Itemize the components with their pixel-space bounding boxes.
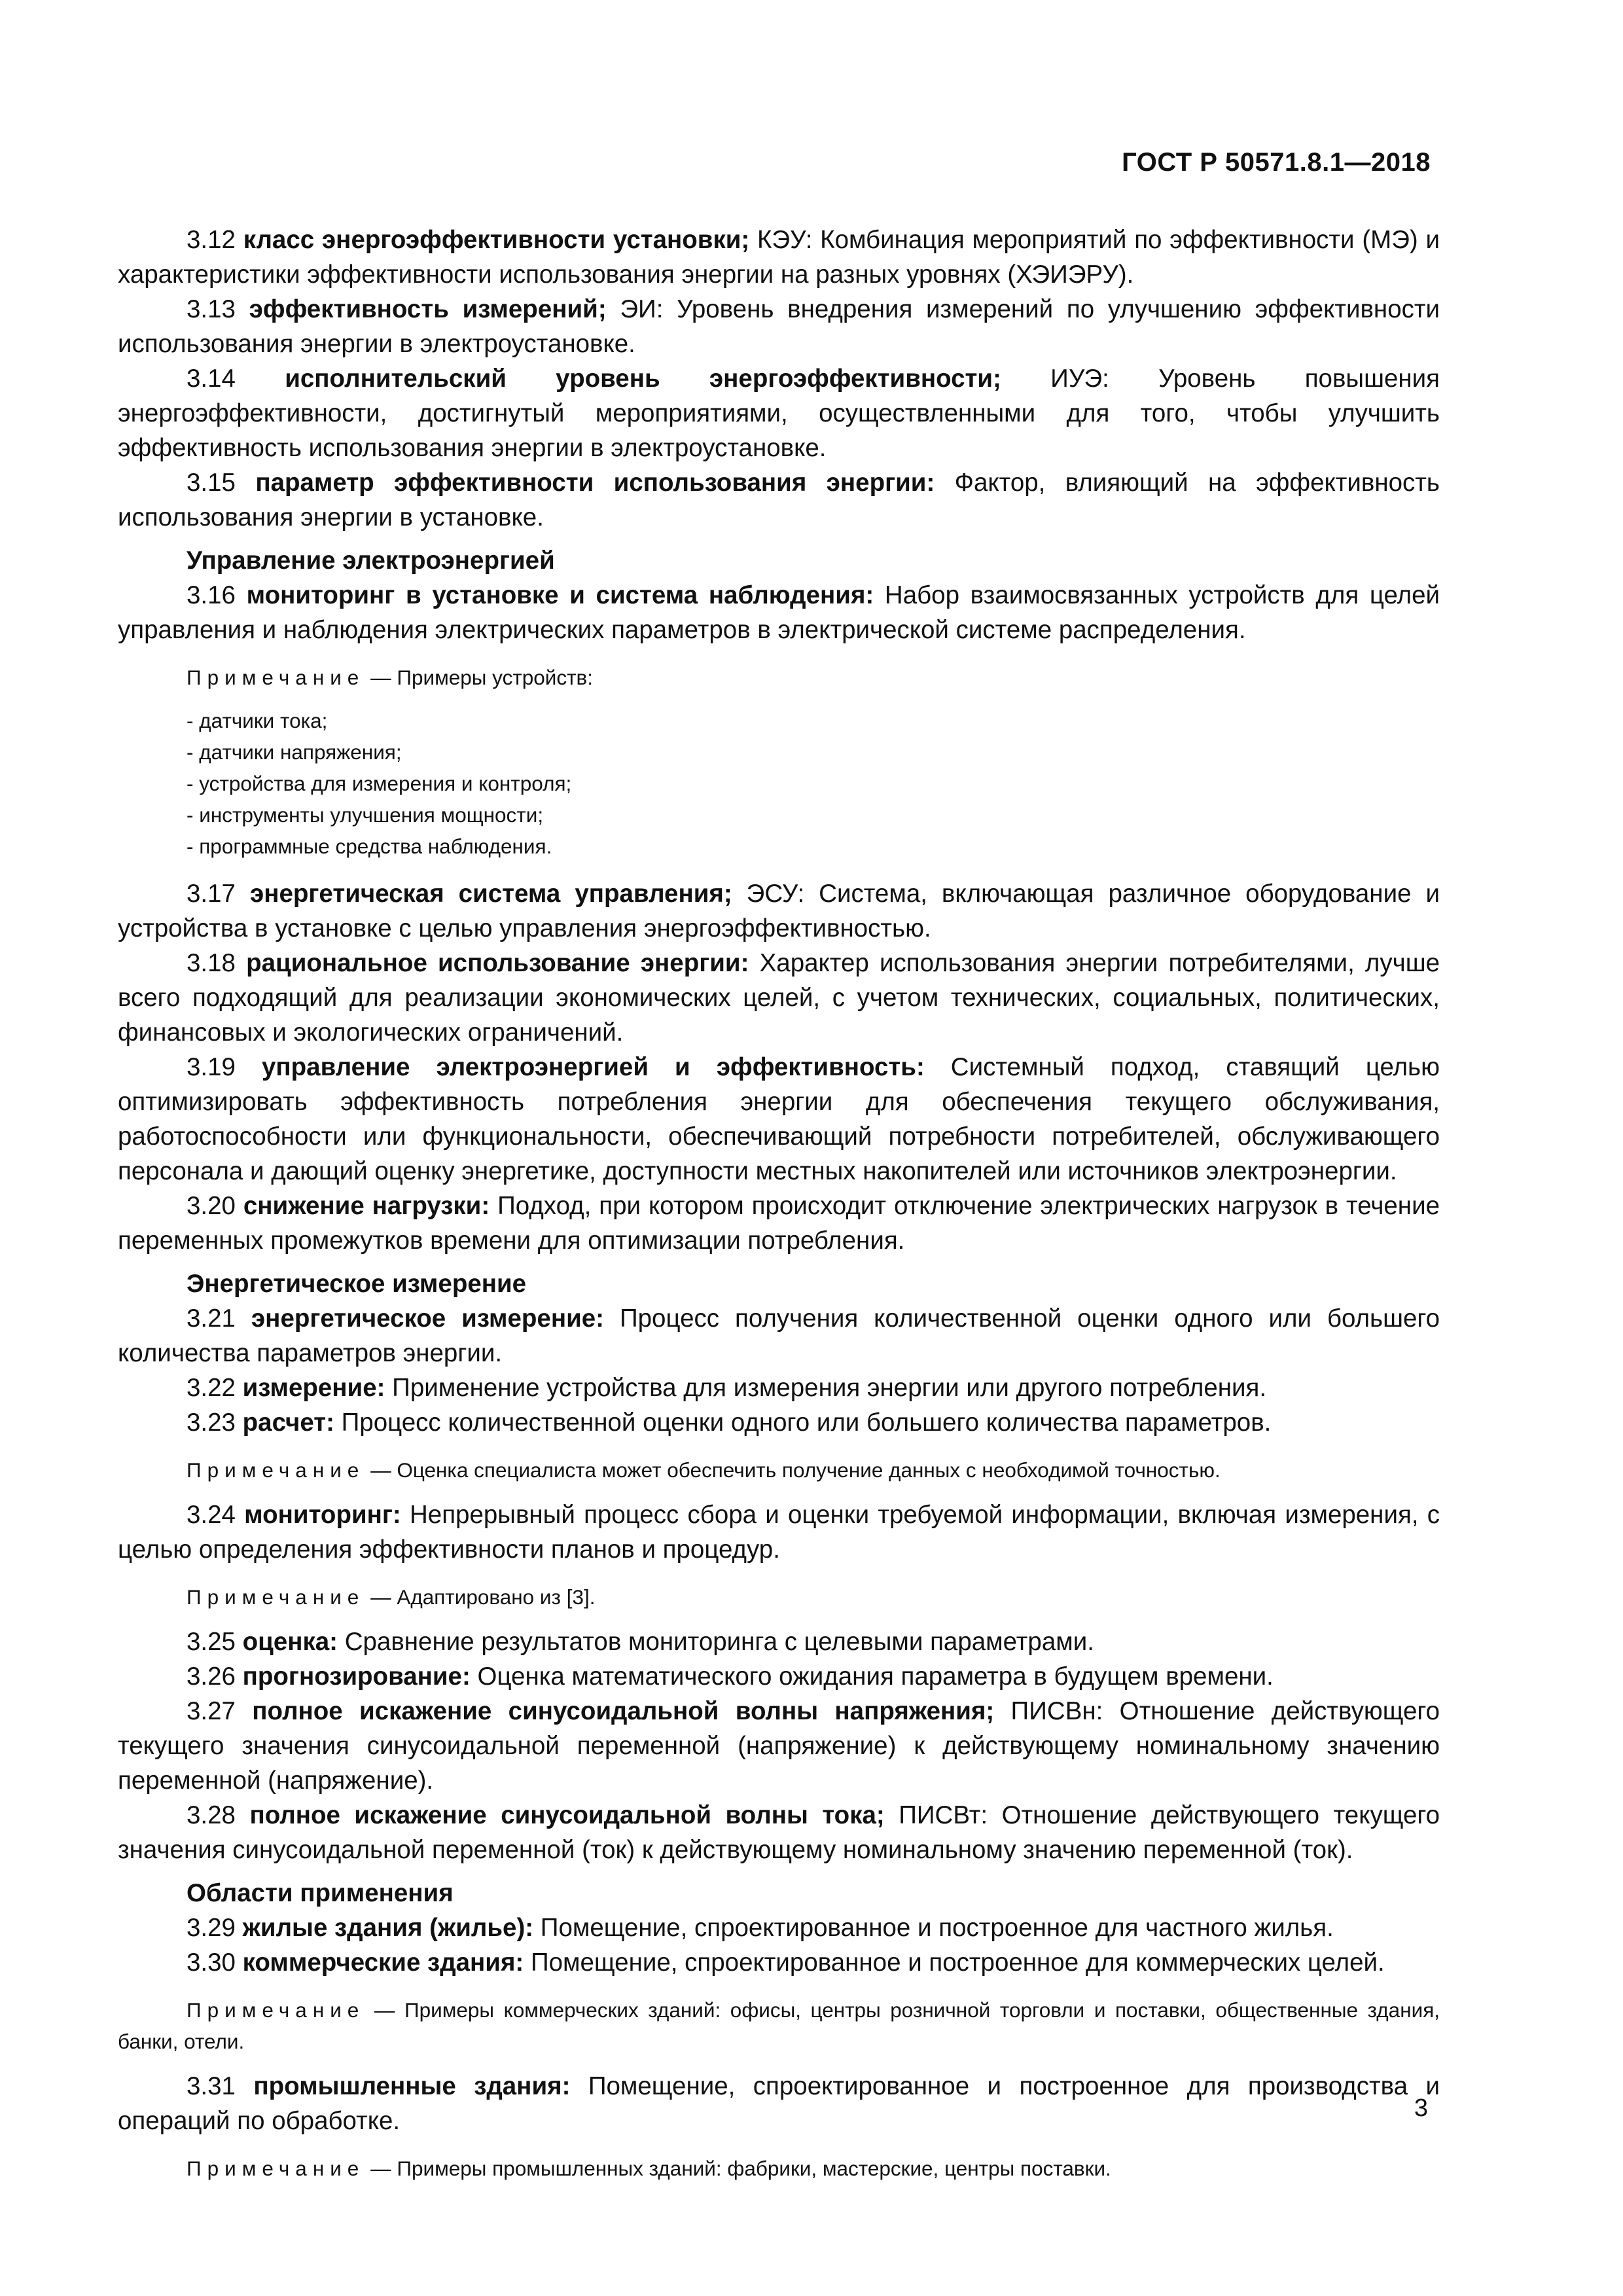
- term-title: исполнительский уровень энергоэффективности;: [285, 365, 1001, 393]
- term-definition: Сравнение результатов мониторинга с целевыми параметрами.: [338, 1628, 1094, 1656]
- term-number: 3.22: [187, 1374, 243, 1402]
- term-definition: КЭУ: Комбинация мероприятий по эффективности (МЭ) и характеристики эффективности использования энергии на разных уровнях (ХЭИЭРУ).: [118, 226, 1440, 289]
- note-3-31: [118, 2153, 1440, 2184]
- term-title: расчет:: [242, 1408, 334, 1437]
- term-title: управление электроэнергией и эффективность:: [261, 1053, 925, 1081]
- term-number: 3.21: [187, 1304, 251, 1333]
- term-definition: ПИСВн: Отношение действующего текущего значения синусоидальной переменной (напряжение) к действующему номинальному значению переменной (напряжение).: [118, 1697, 1440, 1795]
- term-number: 3.19: [187, 1053, 262, 1081]
- term-definition: Помещение, спроектированное и построенное для коммерческих целей.: [524, 1948, 1385, 1977]
- term-number: 3.16: [187, 581, 247, 609]
- term-3-25: [118, 1624, 1440, 1659]
- note-text: — Оценка специалиста может обеспечить получение данных с необходимой точностью.: [365, 1458, 1221, 1482]
- section-heading-power-management: Управление электроэнергией: [187, 547, 555, 575]
- term-definition: Характер использования энергии потребителями, лучше всего подходящий для реализации экономических целей, с учетом технических, социальных, политических, финансовых и экологических ограничений.: [118, 949, 1440, 1047]
- term-title: энергетическое измерение:: [251, 1304, 604, 1333]
- note-text: — Примеры коммерческих зданий: офисы, центры розничной торговли и поставки, общественные здания, банки, отели.: [118, 1998, 1440, 2053]
- term-number: 3.29: [187, 1914, 243, 1942]
- list-item: - программные средства наблюдения.: [187, 834, 552, 858]
- term-number: 3.15: [187, 469, 256, 497]
- term-number: 3.31: [187, 2072, 254, 2100]
- term-number: 3.23: [187, 1408, 243, 1437]
- term-definition: Фактор, влияющий на эффективность использования энергии в установке.: [118, 469, 1440, 531]
- term-3-15: [118, 465, 1440, 535]
- term-definition: ЭСУ: Система, включающая различное оборудование и устройства в установке с целью управления энергоэффективностью.: [118, 880, 1440, 942]
- note-text: — Примеры промышленных зданий: фабрики, мастерские, центры поставки.: [365, 2157, 1111, 2180]
- note-3-16: [118, 662, 1440, 693]
- term-definition: ЭИ: Уровень внедрения измерений по улучшению эффективности использования энергии в электроустановке.: [118, 295, 1440, 358]
- note-3-16-list: [118, 705, 1440, 862]
- term-3-31: [118, 2069, 1440, 2138]
- note-label: Примечание: [187, 1998, 365, 2022]
- term-3-30: [118, 1945, 1440, 1980]
- term-number: 3.13: [187, 295, 249, 323]
- term-title: полное искажение синусоидальной волны напряжения;: [252, 1697, 995, 1725]
- term-number: 3.20: [187, 1192, 243, 1220]
- document-code: ГОСТ Р 50571.8.1—2018: [1122, 148, 1431, 177]
- note-label: Примечание: [187, 666, 365, 689]
- list-item: - датчики тока;: [187, 709, 328, 732]
- term-definition: Помещение, спроектированное и построенное для частного жилья.: [533, 1914, 1334, 1942]
- term-3-12: [118, 223, 1440, 292]
- term-number: 3.14: [187, 365, 285, 393]
- term-definition: Процесс получения количественной оценки одного или большего количества параметров энергии.: [118, 1304, 1440, 1367]
- term-3-14: [118, 361, 1440, 465]
- term-definition: Процесс количественной оценки одного или большего количества параметров.: [334, 1408, 1272, 1437]
- term-definition: Помещение, спроектированное и построенное для производства и операций по обработке.: [118, 2072, 1440, 2135]
- term-definition: ИУЭ: Уровень повышения энергоэффективности, достигнутый мероприятиями, осуществленными для того, чтобы улучшить эффективность использования энергии в электроустановке.: [118, 365, 1440, 462]
- term-title: параметр эффективности использования энергии:: [255, 469, 935, 497]
- term-title: класс энергоэффективности установки;: [243, 226, 750, 254]
- term-title: прогнозирование:: [242, 1662, 471, 1691]
- term-title: эффективность измерений;: [249, 295, 607, 323]
- term-3-21: [118, 1301, 1440, 1371]
- term-definition: Оценка математического ожидания параметра в будущем времени.: [470, 1662, 1274, 1691]
- term-title: энергетическая система управления;: [249, 880, 732, 908]
- term-title: оценка:: [242, 1628, 338, 1656]
- term-3-23: [118, 1405, 1440, 1440]
- list-item: - инструменты улучшения мощности;: [187, 803, 544, 827]
- document-body: [118, 223, 1440, 2196]
- term-definition: ПИСВт: Отношение действующего текущего значения синусоидальной переменной (ток) к действующему номинальному значению переменной (ток).: [118, 1801, 1440, 1864]
- term-3-20: [118, 1189, 1440, 1258]
- note-label: Примечание: [187, 1458, 365, 1482]
- term-title: рациональное использование энергии:: [246, 949, 749, 977]
- term-number: 3.24: [187, 1501, 245, 1529]
- term-title: коммерческие здания:: [242, 1948, 524, 1977]
- term-number: 3.27: [187, 1697, 253, 1725]
- note-label: Примечание: [187, 2157, 365, 2180]
- section-heading-application-areas: Области применения: [187, 1879, 454, 1907]
- term-definition: Системный подход, ставящий целью оптимизировать эффективность потребления энергии для обеспечения текущего обслуживания, работоспособности или функциональности, обеспечивающий потребности потребителей, обслуживающего персонала и дающий оценку энергетике, доступности местных накопителей или источников электроэнергии.: [118, 1053, 1440, 1185]
- term-title: полное искажение синусоидальной волны тока;: [249, 1801, 885, 1829]
- note-text: — Адаптировано из [3].: [365, 1585, 596, 1609]
- term-number: 3.12: [187, 226, 243, 254]
- term-3-28: [118, 1798, 1440, 1867]
- term-number: 3.26: [187, 1662, 243, 1691]
- term-number: 3.17: [187, 880, 250, 908]
- term-definition: Применение устройства для измерения энергии или другого потребления.: [385, 1374, 1267, 1402]
- term-definition: Подход, при котором происходит отключение электрических нагрузок в течение переменных промежутков времени для оптимизации потребления.: [118, 1192, 1440, 1255]
- term-title: мониторинг в установке и система наблюдения:: [246, 581, 874, 609]
- term-3-24: [118, 1498, 1440, 1567]
- term-title: промышленные здания:: [253, 2072, 571, 2100]
- term-definition: Набор взаимосвязанных устройств для целей управления и наблюдения электрических параметров в электрической системе распределения.: [118, 581, 1440, 644]
- term-3-13: [118, 292, 1440, 361]
- term-3-29: [118, 1910, 1440, 1945]
- note-3-24: [118, 1581, 1440, 1613]
- page-number: 3: [1414, 2094, 1428, 2122]
- list-item: - устройства для измерения и контроля;: [187, 772, 572, 795]
- term-number: 3.18: [187, 949, 247, 977]
- note-3-23: [118, 1454, 1440, 1486]
- note-3-30: [118, 1994, 1440, 2057]
- term-title: жилые здания (жилье):: [242, 1914, 534, 1942]
- term-3-19: [118, 1050, 1440, 1189]
- term-3-27: [118, 1694, 1440, 1798]
- term-title: мониторинг:: [244, 1501, 401, 1529]
- term-3-17: [118, 876, 1440, 946]
- list-item: - датчики напряжения;: [187, 740, 402, 764]
- section-heading-energy-measurement: Энергетическое измерение: [187, 1270, 527, 1298]
- term-3-18: [118, 946, 1440, 1050]
- term-number: 3.28: [187, 1801, 250, 1829]
- term-3-26: [118, 1659, 1440, 1694]
- term-3-16: [118, 578, 1440, 647]
- term-number: 3.25: [187, 1628, 243, 1656]
- term-number: 3.30: [187, 1948, 243, 1977]
- term-3-22: [118, 1371, 1440, 1405]
- note-text: — Примеры устройств:: [365, 666, 594, 689]
- term-title: снижение нагрузки:: [243, 1192, 490, 1220]
- term-definition: Непрерывный процесс сбора и оценки требуемой информации, включая измерения, с целью определения эффективности планов и процедур.: [118, 1501, 1440, 1564]
- term-title: измерение:: [242, 1374, 385, 1402]
- note-label: Примечание: [187, 1585, 365, 1609]
